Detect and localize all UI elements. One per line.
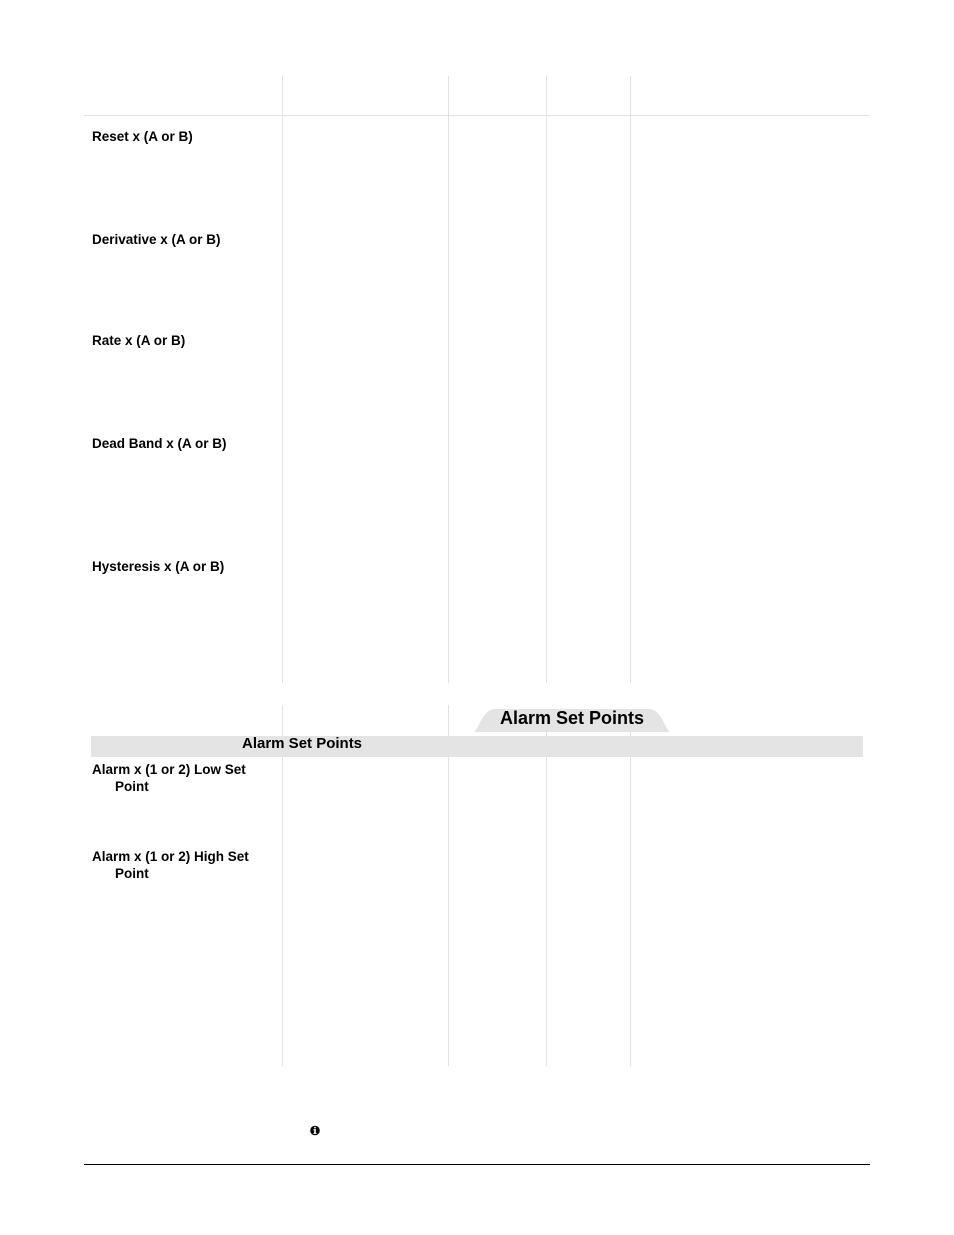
section-title: Alarm Set Points — [242, 735, 363, 752]
column-divider — [546, 730, 547, 1066]
column-divider — [546, 76, 547, 683]
tab-label: Alarm Set Points — [499, 708, 645, 728]
column-divider — [630, 730, 631, 1066]
parameter-hysteresis: Hysteresis x (A or B) — [92, 559, 225, 574]
alarm-set-points-tab — [474, 707, 670, 732]
parameter-reset: Reset x (A or B) — [92, 129, 193, 144]
column-divider — [282, 705, 283, 1066]
parameter-alarm-high-set-point — [92, 848, 272, 882]
table-header-divider — [84, 115, 870, 116]
column-divider — [448, 76, 449, 683]
column-divider — [448, 705, 449, 1066]
parameter-alarm-low-set-point — [92, 761, 272, 795]
parameter-derivative: Derivative x (A or B) — [92, 232, 221, 247]
footer-rule — [84, 1164, 870, 1165]
info-icon — [310, 1123, 320, 1134]
parameter-line: Point — [115, 866, 149, 881]
parameter-dead-band: Dead Band x (A or B) — [92, 436, 227, 451]
parameter-line: Alarm x (1 or 2) High Set — [92, 849, 249, 864]
parameter-line: Alarm x (1 or 2) Low Set — [92, 762, 246, 777]
column-divider — [630, 76, 631, 683]
column-divider — [282, 76, 283, 683]
parameter-rate: Rate x (A or B) — [92, 333, 186, 348]
section-header-bar — [91, 736, 863, 757]
parameter-line: Point — [115, 779, 149, 794]
